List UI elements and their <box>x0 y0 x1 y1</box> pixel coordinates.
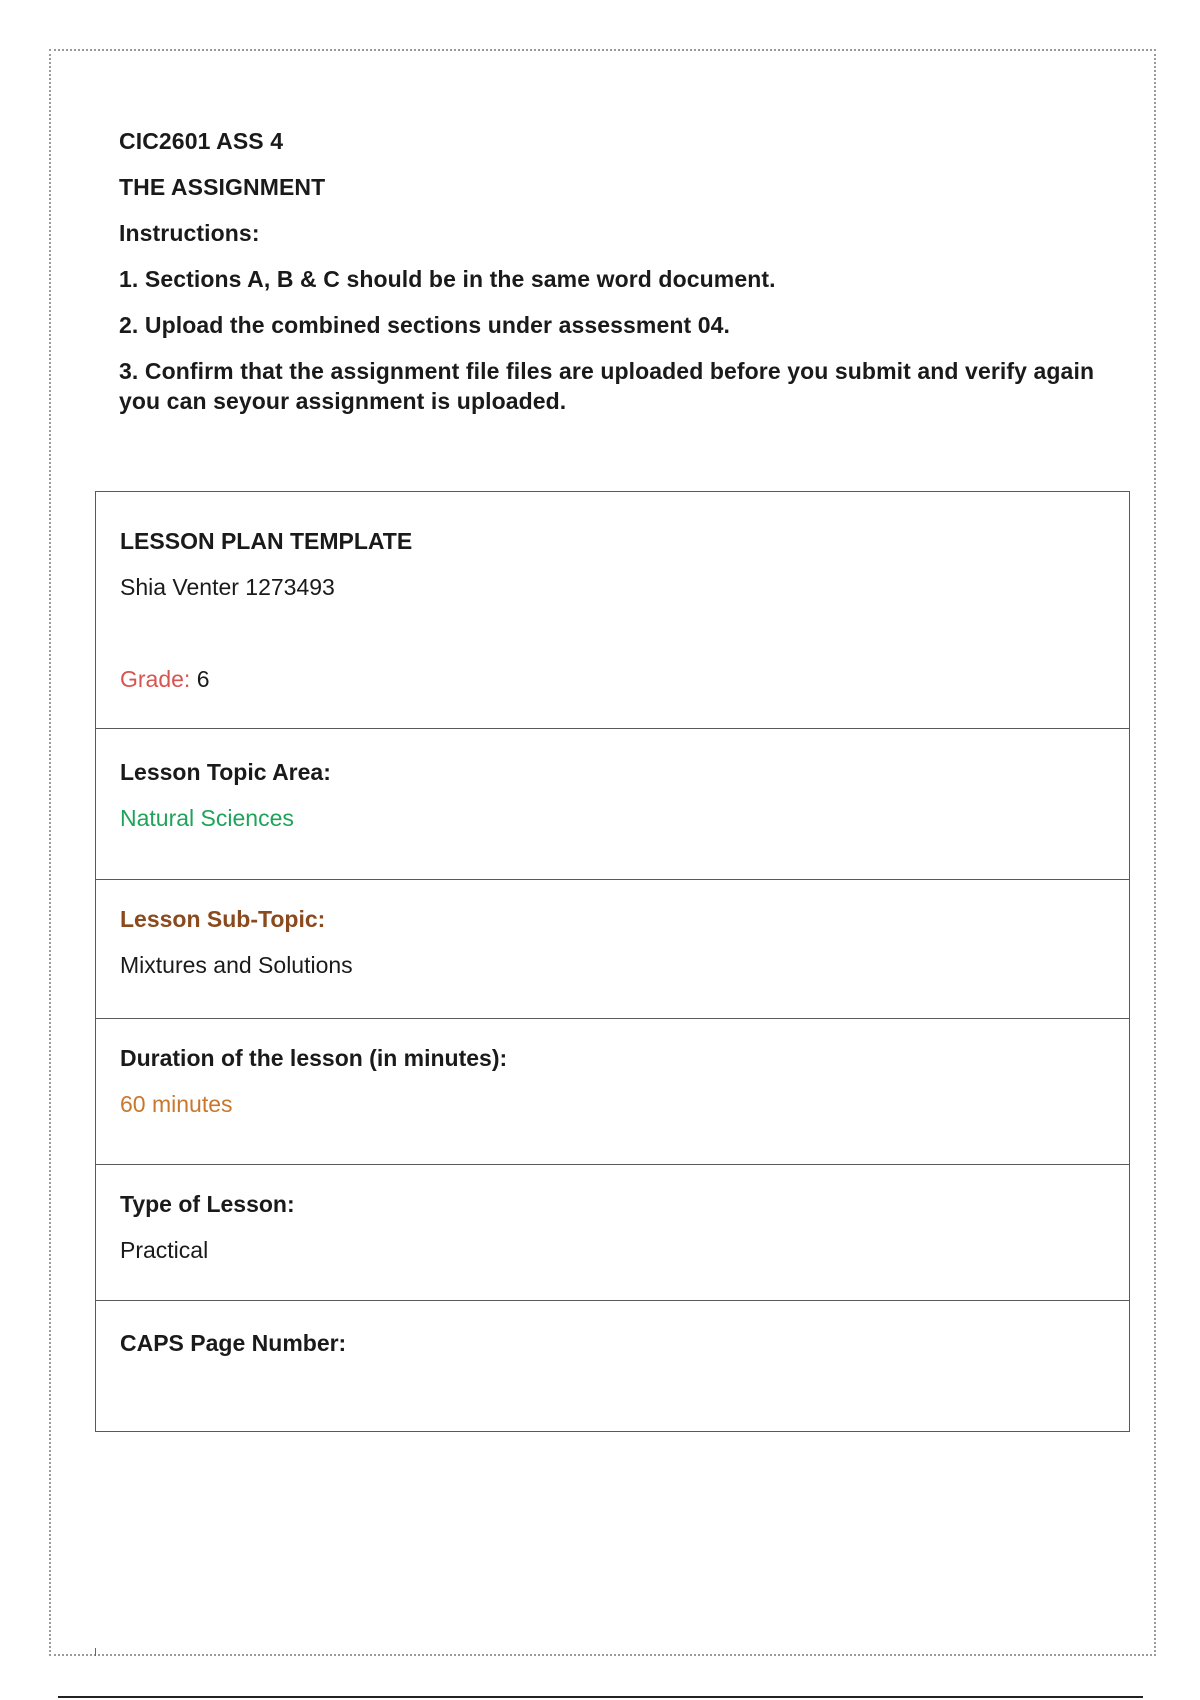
topic-area-value: Natural Sciences <box>120 805 294 831</box>
caps-page-cell <box>96 1300 1129 1431</box>
lesson-type-cell <box>96 1164 1129 1300</box>
lesson-plan-header-cell <box>96 492 1129 728</box>
student-name-id: Shia Venter 1273493 <box>120 574 335 600</box>
instruction-item-2: 2. Upload the combined sections under assessment 04. <box>119 312 731 338</box>
assignment-title: THE ASSIGNMENT <box>119 174 326 200</box>
grade-line <box>120 664 1129 694</box>
course-code: CIC2601 ASS 4 <box>119 128 284 154</box>
lesson-type-value: Practical <box>120 1237 209 1263</box>
caps-page-label: CAPS Page Number: <box>120 1330 347 1356</box>
topic-area-label: Lesson Topic Area: <box>120 759 331 785</box>
lesson-plan-title: LESSON PLAN TEMPLATE <box>120 528 413 554</box>
grade-label: Grade: <box>120 666 191 692</box>
duration-cell <box>96 1018 1129 1164</box>
lesson-plan-table <box>95 491 1130 1432</box>
sub-topic-value: Mixtures and Solutions <box>120 952 353 978</box>
grade-value: 6 <box>190 666 210 692</box>
lesson-type-label: Type of Lesson: <box>120 1191 295 1217</box>
topic-area-cell <box>96 728 1129 879</box>
instruction-item-3: 3. Confirm that the assignment file files are uploaded before you submit and verify again you can seyour assignment is uploaded. <box>119 358 1095 414</box>
footer-rule <box>58 1696 1143 1698</box>
duration-value: 60 minutes <box>120 1091 233 1117</box>
border-tick-mark <box>95 1648 96 1656</box>
duration-label: Duration of the lesson (in minutes): <box>120 1045 508 1071</box>
sub-topic-cell <box>96 879 1129 1018</box>
assignment-header <box>119 126 1099 432</box>
instruction-item-1: 1. Sections A, B & C should be in the same word document. <box>119 266 776 292</box>
sub-topic-label: Lesson Sub-Topic: <box>120 906 326 932</box>
instructions-label: Instructions: <box>119 220 260 246</box>
